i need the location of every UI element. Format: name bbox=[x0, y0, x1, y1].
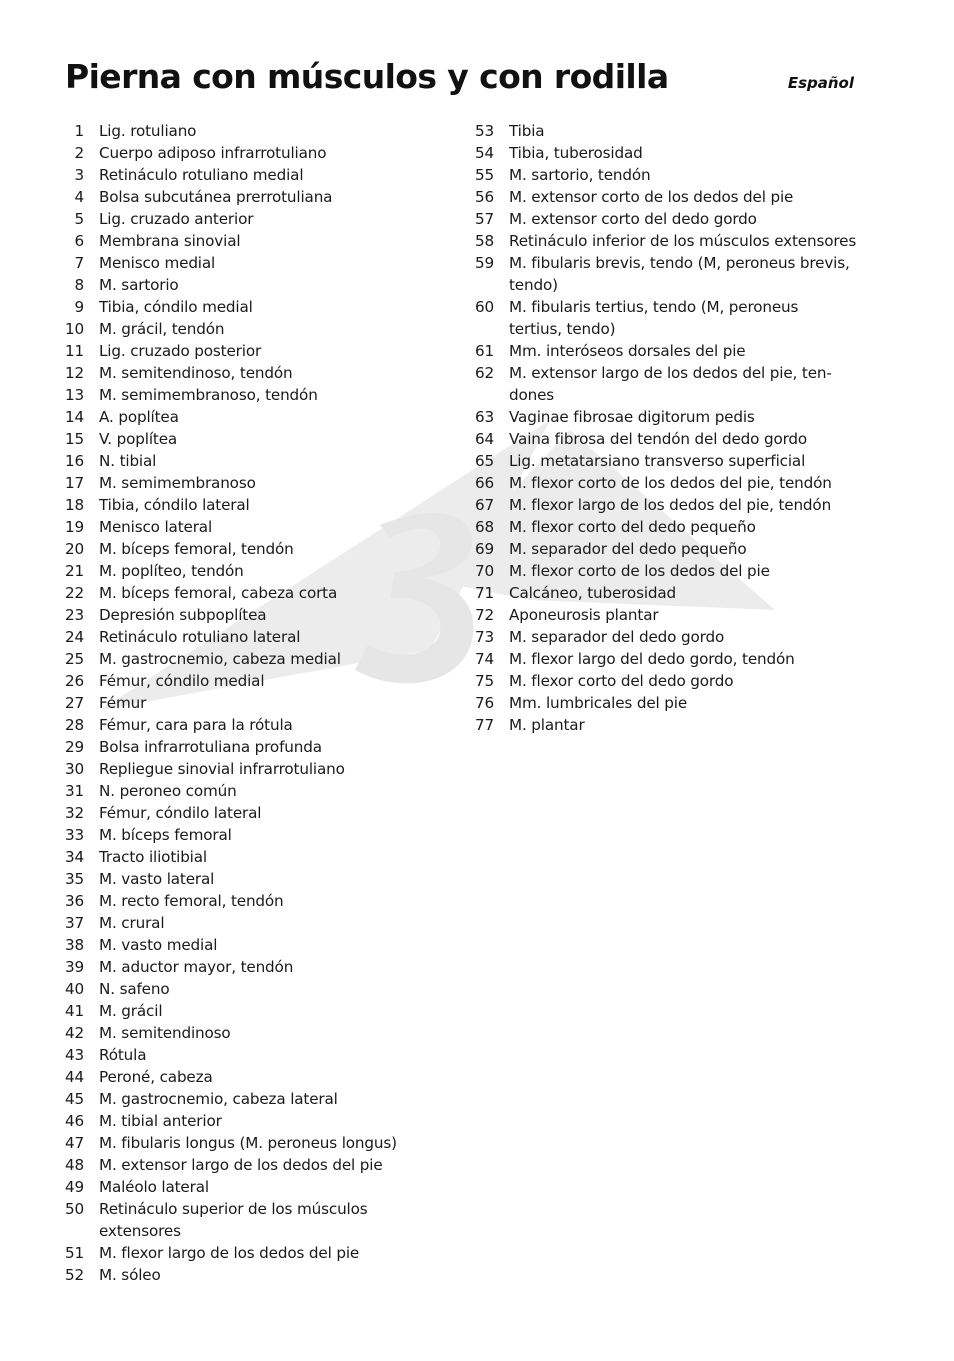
legend-label: M. flexor corto del dedo pequeño bbox=[509, 518, 756, 536]
legend-label: M. grácil, tendón bbox=[99, 320, 225, 338]
legend-item bbox=[60, 384, 420, 406]
legend-label: Fémur, cóndilo lateral bbox=[99, 804, 262, 822]
legend-item bbox=[60, 362, 420, 384]
legend-item bbox=[60, 1242, 420, 1264]
legend-label: Lig. cruzado posterior bbox=[99, 342, 262, 360]
legend-label: M. vasto lateral bbox=[99, 870, 215, 888]
legend-item bbox=[470, 164, 860, 186]
legend-label: Fémur, cóndilo medial bbox=[99, 672, 265, 690]
legend-item bbox=[470, 428, 860, 450]
legend-number: 20 bbox=[64, 540, 84, 558]
legend-item bbox=[60, 758, 420, 780]
legend-label: M. tibial anterior bbox=[99, 1112, 222, 1130]
legend-label: V. poplítea bbox=[99, 430, 178, 448]
legend-label: M. flexor corto de los dedos del pie, tendón bbox=[509, 474, 832, 492]
legend-label: Mm. lumbricales del pie bbox=[509, 694, 688, 712]
legend-number: 59 bbox=[474, 254, 494, 272]
legend-number: 8 bbox=[74, 276, 84, 294]
legend-item bbox=[470, 604, 860, 626]
legend-number: 72 bbox=[474, 606, 494, 624]
legend-number: 66 bbox=[474, 474, 494, 492]
legend-label: Menisco medial bbox=[99, 254, 216, 272]
legend-number: 3 bbox=[74, 166, 84, 184]
legend-item bbox=[470, 648, 860, 670]
legend-item bbox=[60, 934, 420, 956]
legend-item bbox=[470, 494, 860, 516]
legend-item bbox=[60, 1110, 420, 1132]
legend-number: 33 bbox=[64, 826, 84, 844]
legend-item bbox=[470, 362, 860, 406]
legend-number: 22 bbox=[64, 584, 84, 602]
legend-item bbox=[60, 736, 420, 758]
legend-label: Tibia bbox=[509, 122, 545, 140]
legend-number: 35 bbox=[64, 870, 84, 888]
legend-item bbox=[60, 780, 420, 802]
legend-label: Lig. cruzado anterior bbox=[99, 210, 254, 228]
legend-label: M. extensor largo de los dedos del pie bbox=[99, 1156, 383, 1174]
legend-label: Vaina fibrosa del tendón del dedo gordo bbox=[509, 430, 808, 448]
legend-number: 76 bbox=[474, 694, 494, 712]
legend-item bbox=[60, 1000, 420, 1022]
legend-number: 45 bbox=[64, 1090, 84, 1108]
legend-label: N. safeno bbox=[99, 980, 170, 998]
legend-number: 53 bbox=[474, 122, 494, 140]
legend-label: Lig. metatarsiano transverso superficial bbox=[509, 452, 806, 470]
legend-item bbox=[60, 318, 420, 340]
legend-item bbox=[470, 670, 860, 692]
legend-number: 77 bbox=[474, 716, 494, 734]
legend-label: A. poplítea bbox=[99, 408, 179, 426]
legend-item bbox=[60, 230, 420, 252]
legend-number: 10 bbox=[64, 320, 84, 338]
legend-item bbox=[60, 142, 420, 164]
legend-number: 29 bbox=[64, 738, 84, 756]
legend-label: Retináculo rotuliano medial bbox=[99, 166, 304, 184]
legend-label: M. recto femoral, tendón bbox=[99, 892, 284, 910]
legend-item bbox=[60, 164, 420, 186]
legend-label: M. fibularis brevis, tendo (M, peroneus brevis, tendo) bbox=[509, 254, 850, 294]
legend-label: M. sartorio, tendón bbox=[509, 166, 651, 184]
legend-number: 56 bbox=[474, 188, 494, 206]
legend-number: 48 bbox=[64, 1156, 84, 1174]
legend-item bbox=[470, 582, 860, 604]
legend-number: 37 bbox=[64, 914, 84, 932]
legend-item bbox=[470, 208, 860, 230]
legend-label: Repliegue sinovial infrarrotuliano bbox=[99, 760, 345, 778]
legend-item bbox=[60, 1044, 420, 1066]
legend-label: M. poplíteo, tendón bbox=[99, 562, 244, 580]
legend-number: 60 bbox=[474, 298, 494, 316]
legend-label: Membrana sinovial bbox=[99, 232, 241, 250]
legend-item bbox=[60, 120, 420, 142]
legend-label: M. bíceps femoral, cabeza corta bbox=[99, 584, 338, 602]
legend-item bbox=[60, 912, 420, 934]
legend-number: 27 bbox=[64, 694, 84, 712]
legend-item bbox=[60, 670, 420, 692]
legend-label: Tibia, cóndilo lateral bbox=[99, 496, 250, 514]
legend-label: M. gastrocnemio, cabeza lateral bbox=[99, 1090, 338, 1108]
legend-number: 13 bbox=[64, 386, 84, 404]
legend-item bbox=[60, 1066, 420, 1088]
legend-number: 55 bbox=[474, 166, 494, 184]
legend-item bbox=[60, 494, 420, 516]
legend-label: M. extensor corto del dedo gordo bbox=[509, 210, 757, 228]
legend-label: Cuerpo adiposo infrarrotuliano bbox=[99, 144, 327, 162]
legend-label: Retináculo rotuliano lateral bbox=[99, 628, 301, 646]
legend-number: 57 bbox=[474, 210, 494, 228]
legend-number: 69 bbox=[474, 540, 494, 558]
legend-number: 75 bbox=[474, 672, 494, 690]
legend-label: M. grácil bbox=[99, 1002, 163, 1020]
legend-label: Tracto iliotibial bbox=[99, 848, 207, 866]
legend-label: Lig. rotuliano bbox=[99, 122, 197, 140]
language-label: Español bbox=[787, 74, 854, 92]
legend-number: 12 bbox=[64, 364, 84, 382]
legend-item bbox=[60, 1088, 420, 1110]
legend-number: 61 bbox=[474, 342, 494, 360]
legend-number: 25 bbox=[64, 650, 84, 668]
legend-label: N. peroneo común bbox=[99, 782, 237, 800]
legend-item bbox=[470, 516, 860, 538]
legend-number: 21 bbox=[64, 562, 84, 580]
legend-label: Peroné, cabeza bbox=[99, 1068, 213, 1086]
legend-item bbox=[60, 1132, 420, 1154]
legend-number: 32 bbox=[64, 804, 84, 822]
legend-item bbox=[60, 274, 420, 296]
legend-label: M. semimembranoso, tendón bbox=[99, 386, 318, 404]
legend-label: M. sartorio bbox=[99, 276, 179, 294]
legend-item bbox=[60, 956, 420, 978]
legend-item bbox=[60, 1022, 420, 1044]
legend-item bbox=[60, 868, 420, 890]
legend-label: Vaginae fibrosae digitorum pedis bbox=[509, 408, 755, 426]
legend-label: M. extensor largo de los dedos del pie, ten- dones bbox=[509, 364, 832, 404]
legend-number: 16 bbox=[64, 452, 84, 470]
legend-item bbox=[60, 186, 420, 208]
legend-number: 39 bbox=[64, 958, 84, 976]
legend-item bbox=[60, 692, 420, 714]
legend-item bbox=[470, 472, 860, 494]
legend-item bbox=[470, 714, 860, 736]
legend-number: 64 bbox=[474, 430, 494, 448]
legend-item bbox=[60, 802, 420, 824]
legend-item bbox=[470, 252, 860, 296]
legend-number: 52 bbox=[64, 1266, 84, 1284]
legend-number: 15 bbox=[64, 430, 84, 448]
legend-label: M. extensor corto de los dedos del pie bbox=[509, 188, 794, 206]
legend-item bbox=[470, 120, 860, 142]
legend-number: 19 bbox=[64, 518, 84, 536]
legend-label: Calcáneo, tuberosidad bbox=[509, 584, 677, 602]
legend-number: 63 bbox=[474, 408, 494, 426]
legend-label: M. flexor corto del dedo gordo bbox=[509, 672, 734, 690]
legend-label: M. semimembranoso bbox=[99, 474, 256, 492]
legend-number: 38 bbox=[64, 936, 84, 954]
legend-number: 9 bbox=[74, 298, 84, 316]
legend-number: 4 bbox=[74, 188, 84, 206]
legend-item bbox=[470, 560, 860, 582]
legend-item bbox=[470, 142, 860, 164]
legend-number: 23 bbox=[64, 606, 84, 624]
legend-number: 49 bbox=[64, 1178, 84, 1196]
legend-list-left bbox=[60, 120, 420, 1286]
legend-item bbox=[60, 472, 420, 494]
legend-label: Maléolo lateral bbox=[99, 1178, 209, 1196]
legend-item bbox=[60, 626, 420, 648]
legend-item bbox=[60, 538, 420, 560]
legend-label: Bolsa infrarrotuliana profunda bbox=[99, 738, 322, 756]
legend-label: M. separador del dedo pequeño bbox=[509, 540, 747, 558]
legend-item bbox=[60, 208, 420, 230]
legend-item bbox=[470, 296, 860, 340]
legend-label: M. sóleo bbox=[99, 1266, 161, 1284]
legend-number: 73 bbox=[474, 628, 494, 646]
legend-item bbox=[60, 582, 420, 604]
legend-label: Menisco lateral bbox=[99, 518, 213, 536]
legend-number: 43 bbox=[64, 1046, 84, 1064]
legend-label: Bolsa subcutánea prerrotuliana bbox=[99, 188, 333, 206]
legend-label: M. crural bbox=[99, 914, 165, 932]
legend-item bbox=[60, 1154, 420, 1176]
legend-item bbox=[60, 714, 420, 736]
legend-label: M. flexor largo de los dedos del pie bbox=[99, 1244, 360, 1262]
legend-label: M. bíceps femoral, tendón bbox=[99, 540, 294, 558]
legend-label: M. gastrocnemio, cabeza medial bbox=[99, 650, 341, 668]
page-title: Pierna con músculos y con rodilla bbox=[65, 57, 669, 96]
legend-number: 11 bbox=[64, 342, 84, 360]
legend-number: 41 bbox=[64, 1002, 84, 1020]
legend-item bbox=[470, 340, 860, 362]
legend-number: 71 bbox=[474, 584, 494, 602]
legend-label: Tibia, tuberosidad bbox=[509, 144, 643, 162]
legend-number: 62 bbox=[474, 364, 494, 382]
legend-item bbox=[470, 186, 860, 208]
legend-number: 26 bbox=[64, 672, 84, 690]
legend-item bbox=[60, 890, 420, 912]
legend-number: 58 bbox=[474, 232, 494, 250]
legend-label: M. fibularis tertius, tendo (M, peroneus tertius, tendo) bbox=[509, 298, 799, 338]
legend-number: 17 bbox=[64, 474, 84, 492]
legend-label: M. flexor corto de los dedos del pie bbox=[509, 562, 770, 580]
legend-number: 28 bbox=[64, 716, 84, 734]
legend-label: Retináculo inferior de los músculos extensores bbox=[509, 232, 857, 250]
legend-label: Aponeurosis plantar bbox=[509, 606, 659, 624]
legend-number: 42 bbox=[64, 1024, 84, 1042]
legend-item bbox=[60, 1176, 420, 1198]
legend-item bbox=[60, 560, 420, 582]
legend-item bbox=[60, 516, 420, 538]
legend-number: 36 bbox=[64, 892, 84, 910]
legend-label: M. aductor mayor, tendón bbox=[99, 958, 294, 976]
legend-number: 24 bbox=[64, 628, 84, 646]
legend-number: 7 bbox=[74, 254, 84, 272]
legend-number: 2 bbox=[74, 144, 84, 162]
legend-item bbox=[60, 340, 420, 362]
legend-label: Fémur bbox=[99, 694, 147, 712]
legend-number: 70 bbox=[474, 562, 494, 580]
legend-item bbox=[60, 604, 420, 626]
legend-number: 54 bbox=[474, 144, 494, 162]
legend-label: M. separador del dedo gordo bbox=[509, 628, 725, 646]
legend-label: M. plantar bbox=[509, 716, 585, 734]
legend-number: 30 bbox=[64, 760, 84, 778]
legend-label: Fémur, cara para la rótula bbox=[99, 716, 293, 734]
legend-item bbox=[470, 692, 860, 714]
legend-item bbox=[60, 252, 420, 274]
legend-number: 67 bbox=[474, 496, 494, 514]
legend-number: 51 bbox=[64, 1244, 84, 1262]
legend-label: M. flexor largo de los dedos del pie, tendón bbox=[509, 496, 832, 514]
legend-item bbox=[60, 648, 420, 670]
legend-number: 50 bbox=[64, 1200, 84, 1218]
legend-number: 5 bbox=[74, 210, 84, 228]
legend-number: 31 bbox=[64, 782, 84, 800]
legend-label: M. semitendinoso bbox=[99, 1024, 231, 1042]
legend-label: M. bíceps femoral bbox=[99, 826, 232, 844]
legend-label: Tibia, cóndilo medial bbox=[99, 298, 253, 316]
legend-item bbox=[60, 296, 420, 318]
legend-label: M. semitendinoso, tendón bbox=[99, 364, 293, 382]
legend-item bbox=[470, 406, 860, 428]
legend-number: 40 bbox=[64, 980, 84, 998]
legend-number: 44 bbox=[64, 1068, 84, 1086]
legend-label: Mm. interóseos dorsales del pie bbox=[509, 342, 746, 360]
legend-number: 6 bbox=[74, 232, 84, 250]
legend-label: M. flexor largo del dedo gordo, tendón bbox=[509, 650, 795, 668]
legend-label: Retináculo superior de los músculos extensores bbox=[99, 1200, 368, 1240]
legend-item bbox=[60, 1264, 420, 1286]
legend-item bbox=[60, 428, 420, 450]
legend-item bbox=[470, 450, 860, 472]
legend-number: 14 bbox=[64, 408, 84, 426]
legend-item bbox=[470, 626, 860, 648]
legend-number: 74 bbox=[474, 650, 494, 668]
legend-item bbox=[60, 450, 420, 472]
legend-label: M. vasto medial bbox=[99, 936, 218, 954]
legend-item bbox=[60, 1198, 420, 1242]
legend-label: Depresión subpoplítea bbox=[99, 606, 267, 624]
legend-number: 46 bbox=[64, 1112, 84, 1130]
legend-label: N. tibial bbox=[99, 452, 157, 470]
legend-number: 18 bbox=[64, 496, 84, 514]
legend-item bbox=[470, 230, 860, 252]
legend-item bbox=[60, 824, 420, 846]
legend-number: 47 bbox=[64, 1134, 84, 1152]
legend-item bbox=[470, 538, 860, 560]
legend-number: 65 bbox=[474, 452, 494, 470]
legend-label: M. fibularis longus (M. peroneus longus) bbox=[99, 1134, 397, 1152]
legend-number: 68 bbox=[474, 518, 494, 536]
legend-item bbox=[60, 846, 420, 868]
legend-number: 34 bbox=[64, 848, 84, 866]
legend-item bbox=[60, 406, 420, 428]
legend-label: Rótula bbox=[99, 1046, 147, 1064]
legend-list-right bbox=[470, 120, 860, 736]
legend-item bbox=[60, 978, 420, 1000]
legend-number: 1 bbox=[74, 122, 84, 140]
